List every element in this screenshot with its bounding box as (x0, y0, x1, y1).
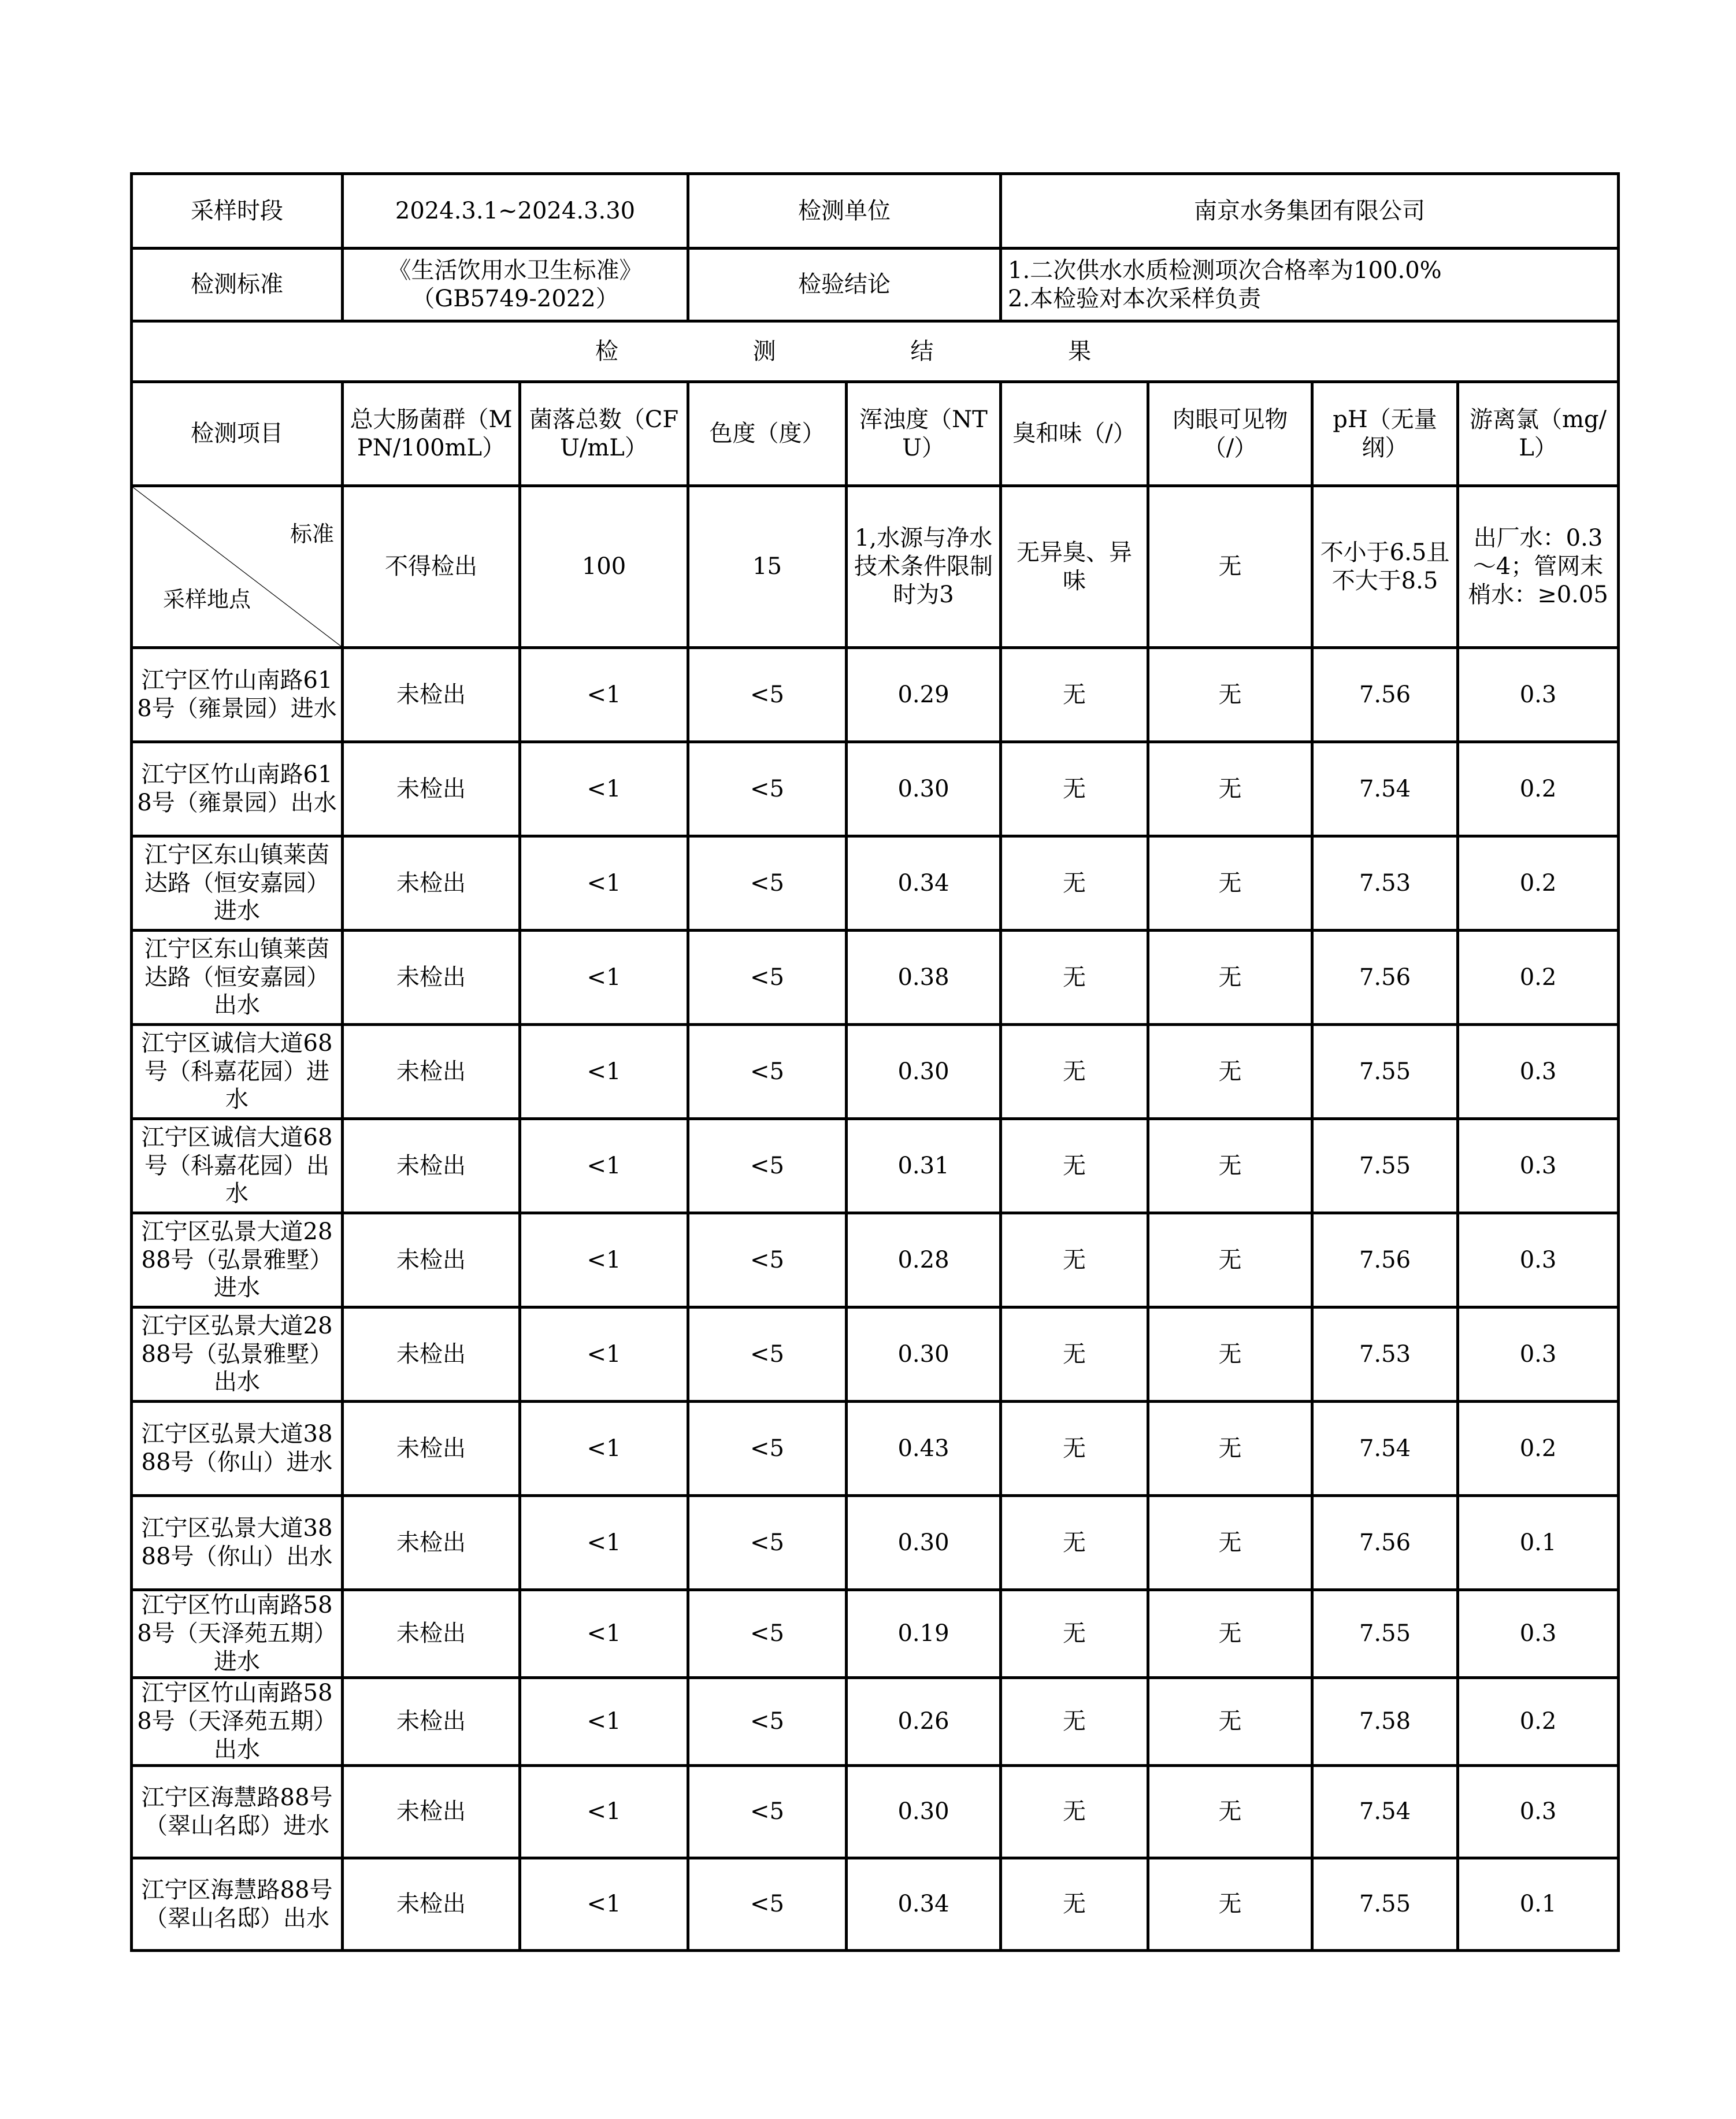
result-cell: 无 (1148, 1025, 1312, 1119)
column-header: 臭和味（/） (1001, 382, 1148, 486)
standard-value-cell: 无异臭、异味 (1001, 486, 1148, 648)
result-cell: <1 (520, 1119, 688, 1213)
sampling-location: 江宁区竹山南路618号（雍景园）进水 (132, 648, 343, 742)
result-cell: <1 (520, 1213, 688, 1307)
result-cell: <5 (688, 742, 847, 836)
conclusion-label: 检验结论 (688, 249, 1001, 321)
result-cell: 7.54 (1312, 1402, 1458, 1496)
sampling-location: 江宁区弘景大道2888号（弘景雅墅）进水 (132, 1213, 343, 1307)
result-cell: 无 (1001, 1766, 1148, 1858)
result-cell: <1 (520, 1496, 688, 1590)
result-cell: <5 (688, 836, 847, 931)
result-cell: <1 (520, 1402, 688, 1496)
result-cell: 无 (1001, 1590, 1148, 1678)
result-cell: 7.54 (1312, 742, 1458, 836)
result-cell: 无 (1001, 1025, 1148, 1119)
results-title: 检 测 结 果 (132, 321, 1619, 382)
testing-unit-label: 检测单位 (688, 174, 1001, 249)
result-cell: 无 (1148, 1307, 1312, 1402)
result-cell: 0.3 (1458, 1213, 1619, 1307)
table-row (132, 1213, 1619, 1307)
result-cell: <1 (520, 1678, 688, 1766)
result-cell: 无 (1148, 1590, 1312, 1678)
result-cell: 7.56 (1312, 1213, 1458, 1307)
result-cell: 无 (1148, 742, 1312, 836)
table-row (132, 1307, 1619, 1402)
table-row (132, 1025, 1619, 1119)
column-header: 菌落总数（CFU/mL） (520, 382, 688, 486)
sampling-location: 江宁区东山镇莱茵达路（恒安嘉园）进水 (132, 836, 343, 931)
result-cell: <5 (688, 1119, 847, 1213)
result-cell: 未检出 (343, 648, 520, 742)
result-cell: <1 (520, 1307, 688, 1402)
standard-value-cell: 1,水源与净水技术条件限制时为3 (847, 486, 1001, 648)
result-cell: 0.38 (847, 931, 1001, 1025)
sampling-location: 江宁区弘景大道3888号（你山）进水 (132, 1402, 343, 1496)
result-cell: <1 (520, 836, 688, 931)
result-cell: 0.3 (1458, 648, 1619, 742)
result-cell: 无 (1148, 931, 1312, 1025)
corner-location-label: 采样地点 (163, 586, 251, 612)
result-cell: <5 (688, 648, 847, 742)
table-row (132, 1119, 1619, 1213)
result-cell: <1 (520, 1590, 688, 1678)
result-cell: 0.3 (1458, 1119, 1619, 1213)
result-cell: 0.34 (847, 836, 1001, 931)
result-cell: 无 (1001, 1402, 1148, 1496)
column-header: 游离氯（mg/L） (1458, 382, 1619, 486)
standard-value-cell: 不小于6.5且不大于8.5 (1312, 486, 1458, 648)
result-cell: 0.43 (847, 1402, 1001, 1496)
sampling-location: 江宁区海慧路88号（翠山名邸）进水 (132, 1766, 343, 1858)
result-cell: 0.2 (1458, 1402, 1619, 1496)
result-cell: <1 (520, 648, 688, 742)
standard-value-line2: （GB5749-2022） (411, 285, 619, 312)
result-cell: 0.29 (847, 648, 1001, 742)
result-cell: 7.56 (1312, 931, 1458, 1025)
result-cell: 7.56 (1312, 648, 1458, 742)
column-header: 浑浊度（NTU） (847, 382, 1001, 486)
table-row (132, 1858, 1619, 1951)
sampling-period-value: 2024.3.1~2024.3.30 (343, 174, 688, 249)
result-cell: 0.30 (847, 1496, 1001, 1590)
result-cell: 未检出 (343, 1307, 520, 1402)
result-cell: 无 (1148, 1678, 1312, 1766)
table-row (132, 1590, 1619, 1678)
result-cell: 0.2 (1458, 1678, 1619, 1766)
result-cell: 无 (1001, 1678, 1148, 1766)
diagonal-line (133, 487, 341, 646)
result-cell: 无 (1148, 836, 1312, 931)
result-cell: <5 (688, 1307, 847, 1402)
result-cell: <5 (688, 1213, 847, 1307)
sampling-location: 江宁区弘景大道3888号（你山）出水 (132, 1496, 343, 1590)
result-cell: 未检出 (343, 1858, 520, 1951)
result-cell: <1 (520, 1858, 688, 1951)
result-cell: 7.55 (1312, 1025, 1458, 1119)
result-cell: <5 (688, 1678, 847, 1766)
standard-value-cell: 不得检出 (343, 486, 520, 648)
result-cell: 0.3 (1458, 1025, 1619, 1119)
result-cell: <5 (688, 1766, 847, 1858)
result-cell: 未检出 (343, 931, 520, 1025)
table-row (132, 836, 1619, 931)
result-cell: 无 (1148, 1496, 1312, 1590)
sampling-location: 江宁区诚信大道68号（科嘉花园）出水 (132, 1119, 343, 1213)
sampling-location: 江宁区弘景大道2888号（弘景雅墅）出水 (132, 1307, 343, 1402)
result-cell: <5 (688, 1025, 847, 1119)
result-cell: <1 (520, 931, 688, 1025)
standard-value-cell: 出厂水：0.3～4；管网末梢水：≥0.05 (1458, 486, 1619, 648)
standard-value-cell: 15 (688, 486, 847, 648)
sampling-period-label: 采样时段 (132, 174, 343, 249)
result-cell: 0.19 (847, 1590, 1001, 1678)
result-cell: 0.1 (1458, 1496, 1619, 1590)
conclusion-line2: 2.本检验对本次采样负责 (1008, 285, 1262, 312)
result-cell: 7.58 (1312, 1678, 1458, 1766)
result-cell: 无 (1001, 742, 1148, 836)
sampling-location: 江宁区竹山南路618号（雍景园）出水 (132, 742, 343, 836)
result-cell: 7.56 (1312, 1496, 1458, 1590)
result-cell: 7.53 (1312, 836, 1458, 931)
conclusion-line1: 1.二次供水水质检测项次合格率为100.0% (1008, 257, 1442, 284)
result-cell: 无 (1148, 648, 1312, 742)
result-cell: 无 (1148, 1402, 1312, 1496)
result-cell: <5 (688, 1402, 847, 1496)
result-cell: <1 (520, 742, 688, 836)
results-title-row (132, 321, 1619, 382)
sampling-location: 江宁区竹山南路588号（天泽苑五期）进水 (132, 1590, 343, 1678)
testing-unit-value: 南京水务集团有限公司 (1001, 174, 1619, 249)
table-row (132, 931, 1619, 1025)
result-cell: 0.3 (1458, 1590, 1619, 1678)
result-cell: 未检出 (343, 1025, 520, 1119)
result-cell: <1 (520, 1025, 688, 1119)
sampling-location: 江宁区东山镇莱茵达路（恒安嘉园）出水 (132, 931, 343, 1025)
column-header: 色度（度） (688, 382, 847, 486)
table-row (132, 648, 1619, 742)
result-cell: 未检出 (343, 1402, 520, 1496)
meta-row-standard (132, 249, 1619, 321)
result-cell: 7.53 (1312, 1307, 1458, 1402)
result-cell: 未检出 (343, 836, 520, 931)
corner-standard-label: 标准 (290, 521, 334, 547)
result-cell: 0.30 (847, 1766, 1001, 1858)
result-cell: 无 (1148, 1858, 1312, 1951)
result-cell: 无 (1148, 1119, 1312, 1213)
result-cell: 无 (1001, 836, 1148, 931)
result-cell: <1 (520, 1766, 688, 1858)
conclusion-value (1001, 249, 1619, 321)
result-cell: 无 (1001, 1119, 1148, 1213)
result-cell: 0.3 (1458, 1766, 1619, 1858)
sampling-location: 江宁区海慧路88号（翠山名邸）出水 (132, 1858, 343, 1951)
result-cell: 0.31 (847, 1119, 1001, 1213)
result-cell: 0.26 (847, 1678, 1001, 1766)
water-quality-report-table (130, 172, 1620, 1952)
result-cell: 0.34 (847, 1858, 1001, 1951)
result-cell: 未检出 (343, 1678, 520, 1766)
table-row (132, 1766, 1619, 1858)
sampling-location: 江宁区诚信大道68号（科嘉花园）进水 (132, 1025, 343, 1119)
table-row (132, 742, 1619, 836)
result-cell: 0.2 (1458, 742, 1619, 836)
column-header: 肉眼可见物（/） (1148, 382, 1312, 486)
result-cell: 0.30 (847, 1307, 1001, 1402)
result-cell: <5 (688, 1496, 847, 1590)
column-header-row (132, 382, 1619, 486)
result-cell: 0.1 (1458, 1858, 1619, 1951)
standard-label: 检测标准 (132, 249, 343, 321)
result-cell: 无 (1001, 1307, 1148, 1402)
result-cell: 0.30 (847, 742, 1001, 836)
standard-value-cell: 无 (1148, 486, 1312, 648)
column-header: 总大肠菌群（MPN/100mL） (343, 382, 520, 486)
result-cell: 未检出 (343, 742, 520, 836)
result-cell: 未检出 (343, 1213, 520, 1307)
meta-row-period (132, 174, 1619, 249)
result-cell: 未检出 (343, 1119, 520, 1213)
result-cell: 无 (1148, 1213, 1312, 1307)
standard-value-line1: 《生活饮用水卫生标准》 (388, 257, 643, 284)
standard-row (132, 486, 1619, 648)
result-cell: 无 (1001, 1496, 1148, 1590)
result-cell: 0.3 (1458, 1307, 1619, 1402)
result-cell: 无 (1001, 931, 1148, 1025)
result-cell: 未检出 (343, 1590, 520, 1678)
result-cell: 7.55 (1312, 1119, 1458, 1213)
result-cell: 0.2 (1458, 931, 1619, 1025)
result-cell: 0.2 (1458, 836, 1619, 931)
standard-value (343, 249, 688, 321)
column-header: pH（无量纲） (1312, 382, 1458, 486)
corner-diagonal-cell (132, 486, 343, 648)
table-row (132, 1496, 1619, 1590)
result-cell: <5 (688, 931, 847, 1025)
table-row (132, 1402, 1619, 1496)
result-cell: 7.55 (1312, 1590, 1458, 1678)
result-cell: 无 (1001, 1858, 1148, 1951)
result-cell: 7.55 (1312, 1858, 1458, 1951)
sampling-location: 江宁区竹山南路588号（天泽苑五期）出水 (132, 1678, 343, 1766)
result-cell: 无 (1001, 1213, 1148, 1307)
item-label: 检测项目 (132, 382, 343, 486)
result-cell: <5 (688, 1858, 847, 1951)
result-cell: 7.54 (1312, 1766, 1458, 1858)
result-cell: 未检出 (343, 1766, 520, 1858)
result-cell: <5 (688, 1590, 847, 1678)
result-cell: 0.30 (847, 1025, 1001, 1119)
result-cell: 未检出 (343, 1496, 520, 1590)
result-cell: 0.28 (847, 1213, 1001, 1307)
standard-value-cell: 100 (520, 486, 688, 648)
table-row (132, 1678, 1619, 1766)
result-cell: 无 (1001, 648, 1148, 742)
result-cell: 无 (1148, 1766, 1312, 1858)
